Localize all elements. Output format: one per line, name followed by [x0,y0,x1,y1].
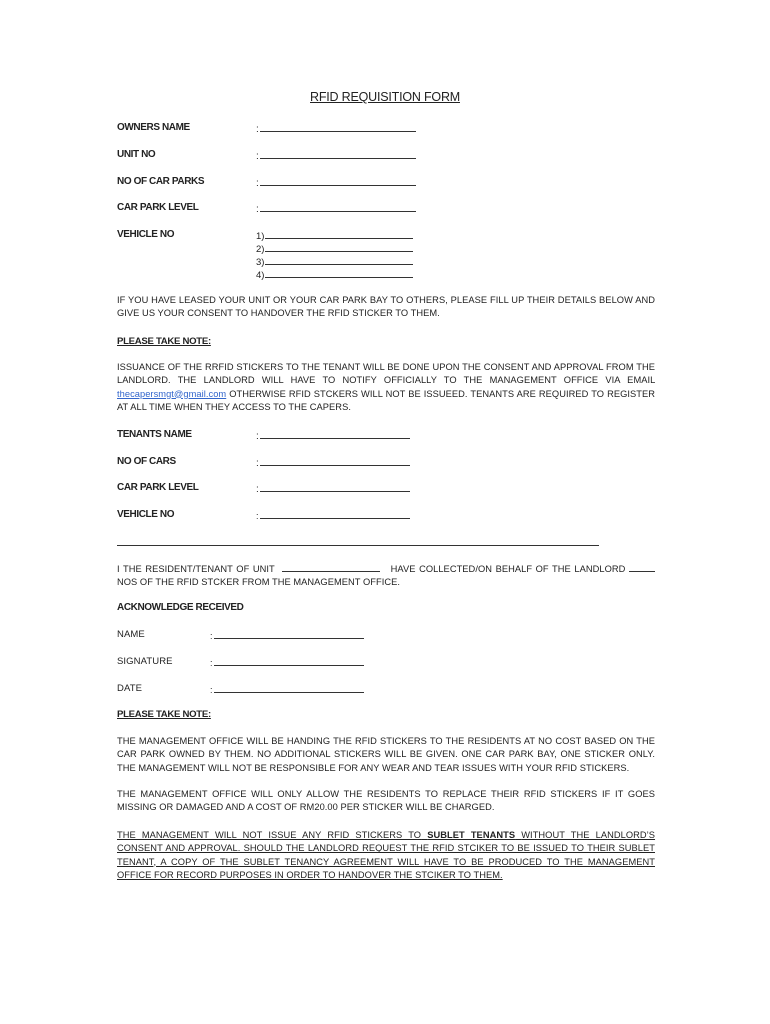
no-of-cars-label: NO OF CARS [117,456,176,467]
tenant-car-park-level-field[interactable] [256,482,410,495]
tenants-name-label: TENANTS NAME [117,429,192,440]
owners-name-label: OWNERS NAME [117,122,190,133]
ack-signature-label: SIGNATURE [117,656,173,667]
colon: : [210,658,213,668]
vehicle-no-field-2[interactable]: 2) [256,242,413,255]
colon: : [256,151,259,162]
declaration: I THE RESIDENT/TENANT OF UNIT HAVE COLLECTED/ON BEHALF OF THE LANDLORD NOS OF THE RFID STCKER FROM THE MANAGEMENT OFFICE. [117,562,655,590]
unit-no-field[interactable] [256,149,416,162]
acknowledge-heading: ACKNOWLEDGE RECEIVED [117,602,244,613]
car-park-level-label: CAR PARK LEVEL [117,202,199,213]
note-heading: PLEASE TAKE NOTE: [117,336,211,347]
management-note-1: THE MANAGEMENT OFFICE WILL BE HANDING THE RFID STICKERS TO THE RESIDENTS AT NO COST BASED ON THE CAR PARK OWNED BY THEM. NO ADDITIONAL STICKERS WILL BE GIVEN. ONE CAR PARK BAY, ONE STICKER ONLY. THE MANAGEMENT WILL NOT BE RESPONSIBLE FOR ANY WEAR AND TEAR ISSUES WITH YOUR RFID STICKERS. [117,736,655,773]
note-heading-2: PLEASE TAKE NOTE: [117,709,211,720]
colon: : [210,685,213,695]
no-of-car-parks-field[interactable] [256,176,416,189]
ack-signature-field[interactable] [210,656,364,668]
colon: : [210,631,213,641]
vehicle-no-field-1[interactable]: 1) [256,229,413,242]
issuance-note: ISSUANCE OF THE RRFID STICKERS TO THE TENANT WILL BE DONE UPON THE CONSENT AND APPROVAL FROM THE LANDLORD. THE LANDLORD WILL HAVE TO NOTIFY OFFICIALLY TO THE MANAGEMENT OFFICE VIA EMAIL thecapersmgt@gmail.com OTHERWISE RFID STCKERS WILL NOT BE ISSUEED. TENANTS ARE REQUIRED TO REGISTER AT ALL TIME WHEN THEY ACCESS TO THE CAPERS. [117,362,655,412]
no-of-car-parks-label: NO OF CAR PARKS [117,176,205,187]
tenants-name-field[interactable] [256,429,410,442]
form-title: RFID REQUISITION FORM [310,90,460,104]
colon: : [256,511,259,521]
unit-no-label: UNIT NO [117,149,156,160]
sublet-tenants-emphasis: SUBLET TENANTS [427,830,516,840]
ack-date-label: DATE [117,683,143,694]
ack-name-label: NAME [117,629,145,640]
tenant-car-park-level-label: CAR PARK LEVEL [117,482,199,493]
no-of-cars-field[interactable] [256,456,410,469]
lease-notice: IF YOU HAVE LEASED YOUR UNIT OR YOUR CAR PARK BAY TO OTHERS, PLEASE FILL UP THEIR DETAILS BELOW AND GIVE US YOUR CONSENT TO HANDOVER THE RFID STICKER TO THEM. [117,295,655,319]
tenant-vehicle-no-field[interactable] [256,509,410,521]
vehicle-no-label: VEHICLE NO [117,229,175,240]
email-link[interactable]: thecapersmgt@gmail.com [117,388,227,399]
divider [117,545,599,546]
colon: : [256,484,259,495]
car-park-level-field[interactable] [256,202,416,215]
ack-name-field[interactable] [210,629,364,641]
sublet-note: THE MANAGEMENT WILL NOT ISSUE ANY RFID STICKERS TO SUBLET TENANTS WITHOUT THE LANDLORD’S CONSENT AND APPROVAL. SHOULD THE LANDLORD REQUEST THE RFID STCIKER TO BE ISSUED TO THEIR SUBLET TENANT, A COPY OF THE SUBLET TENANCY AGREEMENT WILL HAVE TO BE PRODUCED TO THE MANAGEMENT OFFICE FOR RECORD PURPOSES IN ORDER TO HANDOVER THE STCIKER TO THEM. [117,830,656,880]
vehicle-no-field-4[interactable]: 4) [256,268,413,281]
tenant-vehicle-no-label: VEHICLE NO [117,509,175,520]
colon: : [256,124,259,135]
unit-blank[interactable] [282,562,380,572]
owners-name-field[interactable] [256,122,416,135]
vehicle-no-field-3[interactable]: 3) [256,255,413,268]
management-note-2: THE MANAGEMENT OFFICE WILL ONLY ALLOW THE RESIDENTS TO REPLACE THEIR RFID STICKERS IF IT GOES MISSING OR DAMAGED AND A COST OF RM20.00 PER STICKER WILL BE CHARGED. [117,789,655,813]
colon: : [256,431,259,442]
colon: : [256,204,259,215]
nos-blank[interactable] [629,562,655,572]
ack-date-field[interactable] [210,683,364,695]
colon: : [256,178,259,189]
colon: : [256,458,259,469]
